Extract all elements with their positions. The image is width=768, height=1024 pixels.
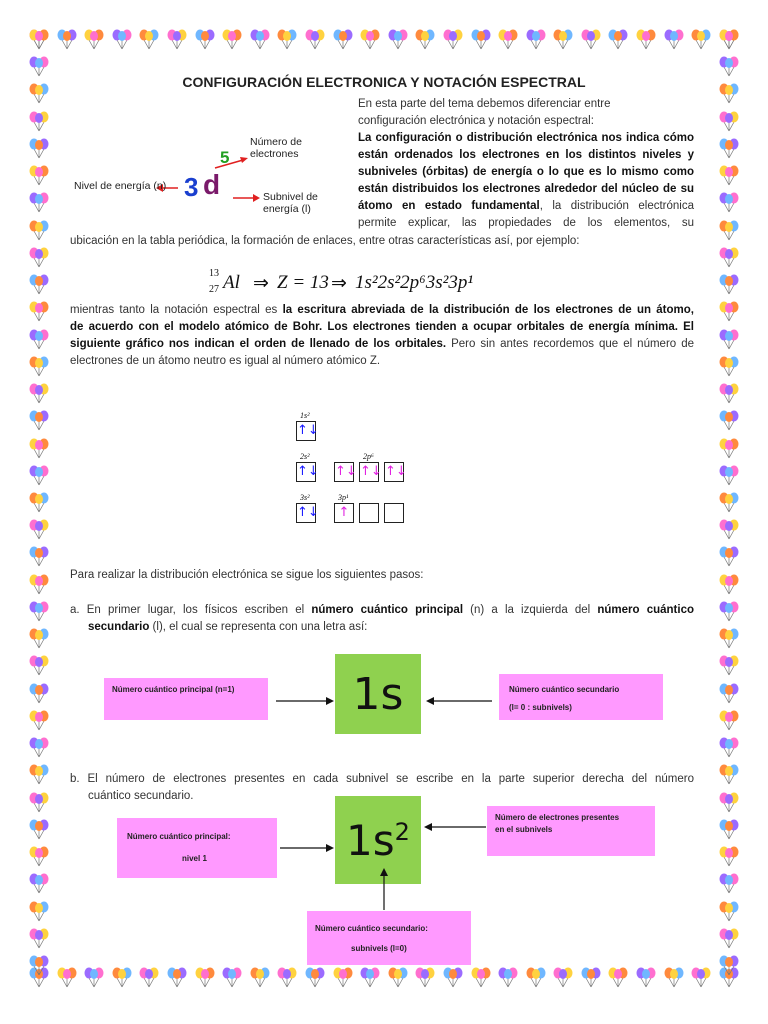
balloon-icon xyxy=(580,28,602,52)
secondary-sublevel-label: Número cuántico secundario: xyxy=(315,924,428,933)
balloon-icon xyxy=(56,28,78,52)
balloon-icon xyxy=(28,464,50,488)
balloon-icon xyxy=(718,927,740,951)
balloon-icon xyxy=(718,682,740,706)
balloon-icon xyxy=(28,191,50,215)
balloon-icon xyxy=(138,28,160,52)
balloon-icon xyxy=(718,845,740,869)
step-a-line-2 xyxy=(70,619,694,636)
balloon-icon xyxy=(28,110,50,134)
balloon-icon xyxy=(28,709,50,733)
formula-config: 1s²2s²2p⁶3s²3p¹ xyxy=(355,272,474,293)
balloon-icon xyxy=(28,682,50,706)
intro-bold-line-3: subniveles (órbitas) de energía o lo que es lo mismo como xyxy=(358,166,694,178)
orbital-label-3s: 3s² xyxy=(300,493,310,502)
intro-line-7 xyxy=(358,198,694,215)
principal-quantum-number-box xyxy=(104,678,268,720)
balloon-icon xyxy=(387,28,409,52)
electrons-count-label-1: Número de electrones presentes xyxy=(495,813,620,822)
principal-level-value: nivel 1 xyxy=(182,854,207,863)
balloon-icon xyxy=(718,28,740,52)
balloon-icon xyxy=(28,491,50,515)
balloon-icon xyxy=(359,28,381,52)
balloon-icon xyxy=(276,28,298,52)
formula-implies-1: ⇒ xyxy=(253,273,269,294)
step-a-line-2-rest: (l), el cual se representa con una letra así: xyxy=(149,621,368,633)
label-energy-sublevel: Subnivel de energía (l) xyxy=(263,191,318,215)
balloon-icon xyxy=(249,966,271,990)
balloon-icon xyxy=(28,763,50,787)
balloon-icon xyxy=(718,409,740,433)
balloon-icon xyxy=(718,763,740,787)
figure-number-3: 3 xyxy=(184,172,199,202)
intro-line-9: ubicación en la tabla periódica, la formación de enlaces, entre otras características así, por ejemplo: xyxy=(70,235,580,247)
balloon-icon xyxy=(635,966,657,990)
balloon-icon xyxy=(28,545,50,569)
intro-line-7-rest: , la distribución electrónica xyxy=(539,200,695,212)
balloon-icon xyxy=(718,709,740,733)
notation-line-1-bold: la escritura abreviada de la distribución de los electrones de un átomo, xyxy=(282,304,694,316)
balloon-icon xyxy=(28,246,50,270)
notation-line-3 xyxy=(70,336,694,353)
balloon-icon xyxy=(359,966,381,990)
principal-quantum-number-label: Número cuántico principal (n=1) xyxy=(112,685,235,694)
right-balloon-border xyxy=(718,28,740,978)
formula-z: Z = 13 xyxy=(277,272,329,293)
orbital-1s2-sup: 2 xyxy=(394,817,410,846)
balloon-icon xyxy=(28,872,50,896)
aluminum-formula xyxy=(205,268,605,300)
balloon-icon xyxy=(718,219,740,243)
notation-line-1 xyxy=(70,302,694,319)
balloon-icon xyxy=(525,28,547,52)
balloon-icon xyxy=(28,328,50,352)
balloon-icon xyxy=(221,966,243,990)
step-a-mid: (n) a la izquierda del xyxy=(463,604,598,616)
balloon-icon xyxy=(718,518,740,542)
notation-line-4: electrones de un átomo neutro es igual al número atómico Z. xyxy=(70,355,381,367)
balloon-icon xyxy=(28,791,50,815)
balloon-icon xyxy=(28,600,50,624)
balloon-icon xyxy=(276,966,298,990)
orbital-1s2-base: 1s xyxy=(346,815,395,865)
balloon-icon xyxy=(249,28,271,52)
balloon-icon xyxy=(470,966,492,990)
balloon-icon xyxy=(552,966,574,990)
balloon-icon xyxy=(414,28,436,52)
balloon-icon xyxy=(470,28,492,52)
orbital-box-1s: ↑↓ xyxy=(296,421,316,441)
figure-3d-notation xyxy=(70,128,350,218)
balloon-icon xyxy=(442,28,464,52)
diagram-b-arrows xyxy=(270,817,490,915)
balloon-icon xyxy=(56,966,78,990)
orbital-box-3p-1: ↑ xyxy=(334,503,354,523)
balloon-icon xyxy=(718,573,740,597)
balloon-icon xyxy=(28,900,50,924)
balloon-icon xyxy=(607,966,629,990)
electrons-count-label-2: en el subnivels xyxy=(495,825,553,834)
balloon-icon xyxy=(718,164,740,188)
balloon-icon xyxy=(28,573,50,597)
notation-line-2: de acuerdo con el modelo atómico de Bohr. Los electrones tienden a ocupar orbitales de energía mínima. El xyxy=(70,321,694,333)
balloon-icon xyxy=(28,818,50,842)
step-a-line-2-bold: secundario xyxy=(88,621,150,633)
balloon-icon xyxy=(332,966,354,990)
balloon-icon xyxy=(690,966,712,990)
formula-implies-2: ⇒ xyxy=(331,273,347,294)
balloon-icon xyxy=(28,300,50,324)
orbital-diagram xyxy=(292,408,422,528)
step-b-line-1: b. El número de electrones presentes en cada subnivel se escribe en la parte superior derecha del número xyxy=(70,773,694,785)
step-a xyxy=(70,602,694,636)
balloon-icon xyxy=(635,28,657,52)
balloon-icon xyxy=(28,736,50,760)
intro-bold-line-1: La configuración o distribución electrónica nos indica cómo xyxy=(358,132,694,144)
balloon-icon xyxy=(718,273,740,297)
step-a-pre: a. En primer lugar, los físicos escriben el xyxy=(70,604,312,616)
balloon-icon xyxy=(552,28,574,52)
intro-line-1: En esta parte del tema debemos diferenciar entre xyxy=(358,98,611,110)
balloon-icon xyxy=(718,110,740,134)
diagram-a-arrows xyxy=(270,690,500,714)
balloon-icon xyxy=(28,437,50,461)
orbital-box-3p-3 xyxy=(384,503,404,523)
balloon-icon xyxy=(28,164,50,188)
balloon-icon xyxy=(580,966,602,990)
label-energy-level: Nivel de energía (n) xyxy=(74,180,167,192)
balloon-icon xyxy=(525,966,547,990)
intro-line-7-bold: átomo en estado fundamental xyxy=(358,200,540,212)
balloon-icon xyxy=(414,966,436,990)
figure-superscript-5: 5 xyxy=(220,148,230,167)
balloon-icon xyxy=(166,966,188,990)
balloon-icon xyxy=(718,328,740,352)
step-a-line-1 xyxy=(70,602,694,619)
balloon-icon xyxy=(718,900,740,924)
balloon-icon xyxy=(138,966,160,990)
notation-paragraph xyxy=(70,302,694,370)
balloon-icon xyxy=(718,300,740,324)
balloon-icon xyxy=(718,791,740,815)
orbital-box-2s: ↑↓ xyxy=(296,462,316,482)
balloon-icon xyxy=(718,437,740,461)
notation-line-3-bold: siguiente gráfico nos indican el orden de llenado de los orbitales. xyxy=(70,338,447,350)
balloon-icon xyxy=(83,28,105,52)
balloon-icon xyxy=(28,409,50,433)
balloon-icon xyxy=(718,464,740,488)
secondary-quantum-number-value: (l= 0 : subnivels) xyxy=(509,703,572,712)
balloon-icon xyxy=(28,654,50,678)
balloon-icon xyxy=(304,966,326,990)
balloon-icon xyxy=(304,28,326,52)
balloon-icon xyxy=(28,518,50,542)
notation-line-3-rest: Pero sin antes recordemos que el número de xyxy=(446,338,694,350)
balloon-icon xyxy=(83,966,105,990)
orbital-label-3p: 3p¹ xyxy=(338,493,349,502)
formula-atomic-number: 13 xyxy=(209,268,219,279)
step-a-bold-2: número cuántico xyxy=(597,604,694,616)
intro-line-2: configuración electrónica y notación espectral: xyxy=(358,115,594,127)
principal-level-box xyxy=(117,818,277,878)
balloon-icon xyxy=(28,845,50,869)
balloon-icon xyxy=(28,355,50,379)
balloon-icon xyxy=(718,654,740,678)
orbital-label-2s: 2s² xyxy=(300,452,310,461)
intro-bold-line-4: están distribuidos los electrones alrededor del núcleo de su xyxy=(358,183,694,195)
balloon-icon xyxy=(718,954,740,978)
label-electrons: Número de electrones xyxy=(250,136,302,160)
balloon-icon xyxy=(718,491,740,515)
balloon-icon xyxy=(387,966,409,990)
balloon-icon xyxy=(663,966,685,990)
balloon-icon xyxy=(166,28,188,52)
steps-intro: Para realizar la distribución electrónica se sigue los siguientes pasos: xyxy=(70,569,424,581)
notation-lead: mientras tanto la notación espectral es xyxy=(70,304,283,316)
balloon-icon xyxy=(194,966,216,990)
balloon-icon xyxy=(718,382,740,406)
balloon-icon xyxy=(607,28,629,52)
left-balloon-border xyxy=(28,28,50,978)
balloon-icon xyxy=(718,627,740,651)
intro-bold-line-2: están ordenados los electrones en los distintos niveles y xyxy=(358,149,694,161)
balloon-icon xyxy=(194,28,216,52)
intro-paragraph xyxy=(358,96,694,232)
orbital-box-2p-2: ↑↓ xyxy=(359,462,379,482)
balloon-icon xyxy=(332,28,354,52)
balloon-icon xyxy=(690,28,712,52)
balloon-icon xyxy=(718,137,740,161)
orbital-box-3s: ↑↓ xyxy=(296,503,316,523)
balloon-icon xyxy=(718,246,740,270)
electrons-count-box xyxy=(487,806,655,856)
figure-letter-d: d xyxy=(203,169,221,200)
balloon-icon xyxy=(221,28,243,52)
orbital-1s-text: 1s xyxy=(352,668,404,720)
balloon-icon xyxy=(442,966,464,990)
balloon-icon xyxy=(718,872,740,896)
balloon-icon xyxy=(28,137,50,161)
orbital-box-2p-3: ↑↓ xyxy=(384,462,404,482)
orbital-box-2p-1: ↑↓ xyxy=(334,462,354,482)
secondary-quantum-number-box xyxy=(499,674,663,720)
balloon-icon xyxy=(28,927,50,951)
balloon-icon xyxy=(28,627,50,651)
balloon-icon xyxy=(28,273,50,297)
balloon-icon xyxy=(663,28,685,52)
formula-symbol: Al xyxy=(223,272,240,293)
balloon-icon xyxy=(718,191,740,215)
balloon-icon xyxy=(497,28,519,52)
balloon-icon xyxy=(28,28,50,52)
balloon-icon xyxy=(718,818,740,842)
balloon-icon xyxy=(718,736,740,760)
balloon-icon xyxy=(718,355,740,379)
orbital-label-2p: 2p⁶ xyxy=(363,452,374,461)
orbital-label-1s: 1s² xyxy=(300,411,310,420)
step-a-bold-1: número cuántico principal xyxy=(311,604,464,616)
page-title: CONFIGURACIÓN ELECTRONICA Y NOTACIÓN ESPECTRAL xyxy=(182,74,586,90)
balloon-icon xyxy=(718,600,740,624)
secondary-sublevel-value: subnivels (l=0) xyxy=(351,944,407,953)
bottom-balloon-border xyxy=(28,966,740,992)
orbital-box-3p-2 xyxy=(359,503,379,523)
balloon-icon xyxy=(718,545,740,569)
secondary-quantum-number-label: Número cuántico secundario xyxy=(509,685,620,694)
balloon-icon xyxy=(497,966,519,990)
balloon-icon xyxy=(111,966,133,990)
secondary-sublevel-box xyxy=(307,911,471,965)
principal-level-label: Número cuántico principal: xyxy=(127,832,231,841)
formula-mass-number: 27 xyxy=(209,284,219,295)
balloon-icon xyxy=(28,382,50,406)
intro-line-8: permite explicar, las propiedades de los elementos, su xyxy=(358,217,694,229)
balloon-icon xyxy=(111,28,133,52)
balloon-icon xyxy=(28,954,50,978)
balloon-icon xyxy=(28,219,50,243)
top-balloon-border xyxy=(28,28,740,54)
step-b-line-2: cuántico secundario. xyxy=(88,790,194,802)
